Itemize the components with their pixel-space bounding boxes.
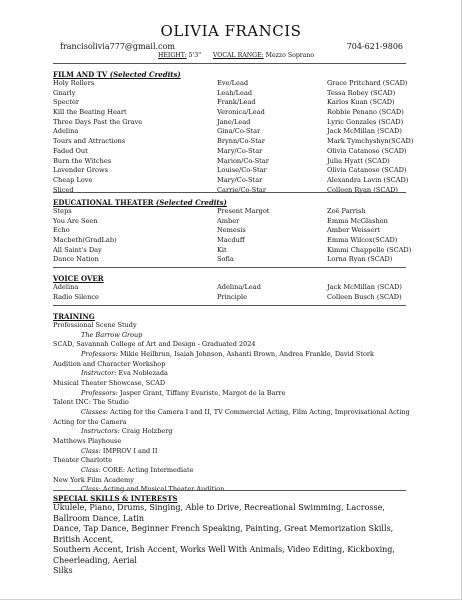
phone-number: 704-621-9806 <box>346 42 403 51</box>
voice-over-section <box>53 274 413 302</box>
training-program: Matthews Playhouse <box>53 436 122 445</box>
training-detail <box>53 350 413 360</box>
training-program: Acting for the Camera <box>53 417 127 426</box>
training-program: Professional Scene Study <box>53 321 137 329</box>
credit-row <box>53 89 413 99</box>
email-address: francisolivia777@gmail.com <box>60 42 175 51</box>
project-title: Cheap Love <box>53 175 93 184</box>
credit-row <box>53 255 413 265</box>
training-detail-label: Class: <box>81 485 101 494</box>
training-detail <box>53 389 413 399</box>
director: Julia Hyatt (SCAD) <box>327 156 390 165</box>
film-tv-title: FILM AND TV <box>53 70 108 79</box>
director: Kimmi Chappelle (SCAD) <box>327 245 412 254</box>
height-value: 5'3" <box>188 52 202 59</box>
training-detail-label: Instructor: <box>81 369 117 378</box>
director: Karlos Kuan (SCAD) <box>327 98 395 107</box>
director: Lorna Ryan (SCAD) <box>327 255 393 264</box>
credit-row <box>53 127 413 137</box>
training-detail-text: Acting and Musical Theater Audition <box>102 485 225 494</box>
director: Olivia Catanoso (SCAD) <box>327 146 407 155</box>
educational-theater-title: EDUCATIONAL THEATER <box>53 198 154 207</box>
role: Frank/Lead <box>217 98 256 107</box>
educational-theater-subtitle: (Selected Credits) <box>155 198 227 207</box>
role: Macduff <box>217 236 245 245</box>
educational-theater-section <box>53 198 413 265</box>
director: Colleen Busch (SCAD) <box>327 292 402 301</box>
skills-list <box>53 503 413 577</box>
credit-row <box>53 98 413 108</box>
project-title: Sliced <box>53 185 74 194</box>
role: Kit <box>217 245 227 254</box>
training-detail <box>53 369 413 379</box>
training-program: SCAD, Savannah College of Art and Design - Graduated 2024 <box>53 340 256 349</box>
credit-row <box>53 236 413 246</box>
training-program: Theater Charlotte <box>53 456 113 465</box>
divider <box>53 63 406 64</box>
project-title: Kill the Beating Heart <box>53 108 127 117</box>
skills-section <box>53 494 413 577</box>
training-detail-text: CORE: Acting Intermediate <box>102 465 194 474</box>
voice-over-heading: VOICE OVER <box>53 274 104 283</box>
film-tv-section <box>53 70 413 195</box>
training-detail-label: Class: <box>81 465 101 474</box>
project-title: Holy Rollers <box>53 79 95 87</box>
skills-line: Silks <box>53 566 73 575</box>
project-title: Three Days Past the Grave <box>53 117 143 126</box>
training-program: Audition and Character Workshop <box>53 359 166 368</box>
credit-row <box>53 176 413 186</box>
vocal-range-label: VOCAL RANGE: <box>212 52 264 59</box>
role: Jane/Lead <box>217 117 251 126</box>
credit-row <box>53 79 413 89</box>
divider <box>53 490 406 491</box>
director: Mark Tymchyshyn(SCAD) <box>327 137 414 146</box>
training-detail <box>53 427 413 437</box>
training-detail <box>53 466 413 476</box>
project-title: Faded Out <box>53 146 88 155</box>
divider <box>53 192 406 193</box>
director: Jack McMillan (SCAD) <box>327 127 402 136</box>
training-detail-label: Instructors: <box>81 427 120 436</box>
training-detail-label: Professors: <box>81 388 118 397</box>
director: Emma McGlashen <box>327 216 388 225</box>
training-detail-label: Classes: <box>81 407 108 416</box>
role: Brynn/Co-Star <box>217 137 265 146</box>
educational-theater-credits <box>53 207 413 265</box>
training-detail-text: Eva Noblezada <box>118 369 168 378</box>
project-title: Adelina <box>53 127 79 136</box>
project-title: You Are Seen <box>53 216 98 225</box>
credit-row <box>53 246 413 256</box>
role: Eve/Lead <box>217 79 249 87</box>
project-title: Echo <box>53 226 70 235</box>
director: Jack McMillan (SCAD) <box>327 283 402 291</box>
film-tv-credits <box>53 79 413 195</box>
credit-row <box>53 108 413 118</box>
training-detail-text: Acting for the Camera I and II, TV Commercial Acting, Film Acting, Improvisational Acting <box>110 407 410 416</box>
training-detail: The Barrow Group <box>81 330 143 339</box>
director: Alexandra Lavin (SCAD) <box>327 175 409 184</box>
training-detail-text: Mikie Heilbrun, Isaiah Johnson, Ashanti Brown, Andrea Frankle, David Stork <box>119 349 374 358</box>
role: Principle <box>217 292 247 301</box>
training-section <box>53 312 413 495</box>
training-program: New York Film Academy <box>53 475 134 484</box>
training-program: Talent INC: The Studio <box>53 398 129 407</box>
credit-row <box>53 157 413 167</box>
credit-row <box>53 118 413 128</box>
director: Colleen Ryan (SCAD) <box>327 185 398 194</box>
skills-line: Ukulele, Piano, Drums, Singing, Able to Drive, Recreational Swimming, Lacrosse, Ballroom Dance, Latin <box>53 503 385 523</box>
project-title: Specter <box>53 98 80 107</box>
project-title: Radio Silence <box>53 292 99 301</box>
director: Olivia Catanoso (SCAD) <box>327 166 407 175</box>
project-title: Macbeth(GradLab) <box>53 236 117 245</box>
director: Emma Wilcox(SCAD) <box>327 236 398 245</box>
film-tv-subtitle: (Selected Credits) <box>109 70 181 79</box>
skills-heading: SPECIAL SKILLS & INTERESTS <box>53 494 178 503</box>
divider <box>53 267 406 268</box>
training-detail-label: Professors: <box>81 349 118 358</box>
role: Mary/Co-Star <box>217 146 263 155</box>
voice-over-credits <box>53 283 413 302</box>
credit-row <box>53 293 413 303</box>
director: Amber Weissert <box>327 226 381 235</box>
training-list <box>53 321 413 495</box>
training-detail-text: IMPROV I and II <box>102 446 158 455</box>
skills-line: Southern Accent, Irish Accent, Works Well With Animals, Video Editing, Kickboxing, Cheerleading, Aerial <box>53 545 395 565</box>
role: Marion/Co-Star <box>217 156 269 165</box>
director: Zoë Parrish <box>327 207 366 215</box>
training-program: Musical Theater Showcase, SCAD <box>53 378 166 387</box>
height-label: HEIGHT: <box>158 52 187 59</box>
credit-row <box>53 137 413 147</box>
credit-row <box>53 207 413 217</box>
film-tv-heading <box>53 70 413 79</box>
project-title: Burn the Witches <box>53 156 112 165</box>
credit-row <box>53 147 413 157</box>
training-detail-label: Class: <box>81 446 101 455</box>
director: Lyric Gonzales (SCAD) <box>327 117 404 126</box>
credit-row <box>53 283 413 293</box>
divider <box>53 305 406 306</box>
credit-row <box>53 226 413 236</box>
role: Leah/Lead <box>217 88 253 97</box>
role: Carrie/Co-Star <box>217 185 267 194</box>
role: Present Margot <box>217 207 270 215</box>
role: Louise/Co-Star <box>217 166 267 175</box>
project-title: Dance Nation <box>53 255 99 264</box>
credit-row <box>53 166 413 176</box>
credit-row <box>53 217 413 227</box>
project-title: Steps <box>53 207 72 215</box>
training-detail <box>53 447 413 457</box>
skills-line: Dance, Tap Dance, Beginner French Speaking, Painting, Great Memorization Skills, British Accent, <box>53 524 394 544</box>
project-title: All Saint's Day <box>53 245 102 254</box>
role: Gina/Co-Star <box>217 127 261 136</box>
project-title: Gnarly <box>53 88 76 97</box>
training-heading: TRAINING <box>53 312 95 321</box>
training-detail <box>53 408 413 418</box>
role: Mary/Co-Star <box>217 175 263 184</box>
director: Grace Pritchard (SCAD) <box>327 79 408 87</box>
vocal-range-value: Mezzo Soprano <box>265 52 315 59</box>
vitals-line <box>158 52 314 59</box>
credit-row <box>53 186 413 196</box>
training-detail-text: Jasper Grant, Tiffany Evariste, Margot de la Barre <box>119 388 286 397</box>
project-title: Adelina <box>53 283 79 291</box>
training-detail-text: Craig Holzberg <box>121 427 173 436</box>
educational-theater-heading <box>53 198 413 207</box>
project-title: Lavender Grows <box>53 166 108 175</box>
project-title: Tours and Attractions <box>53 137 126 146</box>
applicant-name: OLIVIA FRANCIS <box>160 22 302 40</box>
director: Robbie Penano (SCAD) <box>327 108 404 117</box>
role: Nemesis <box>217 226 246 235</box>
role: Sofia <box>217 255 234 264</box>
director: Tessa Robey (SCAD) <box>327 88 396 97</box>
role: Amber <box>217 216 240 225</box>
role: Adelina/Lead <box>217 283 261 291</box>
role: Veronica/Lead <box>217 108 265 117</box>
